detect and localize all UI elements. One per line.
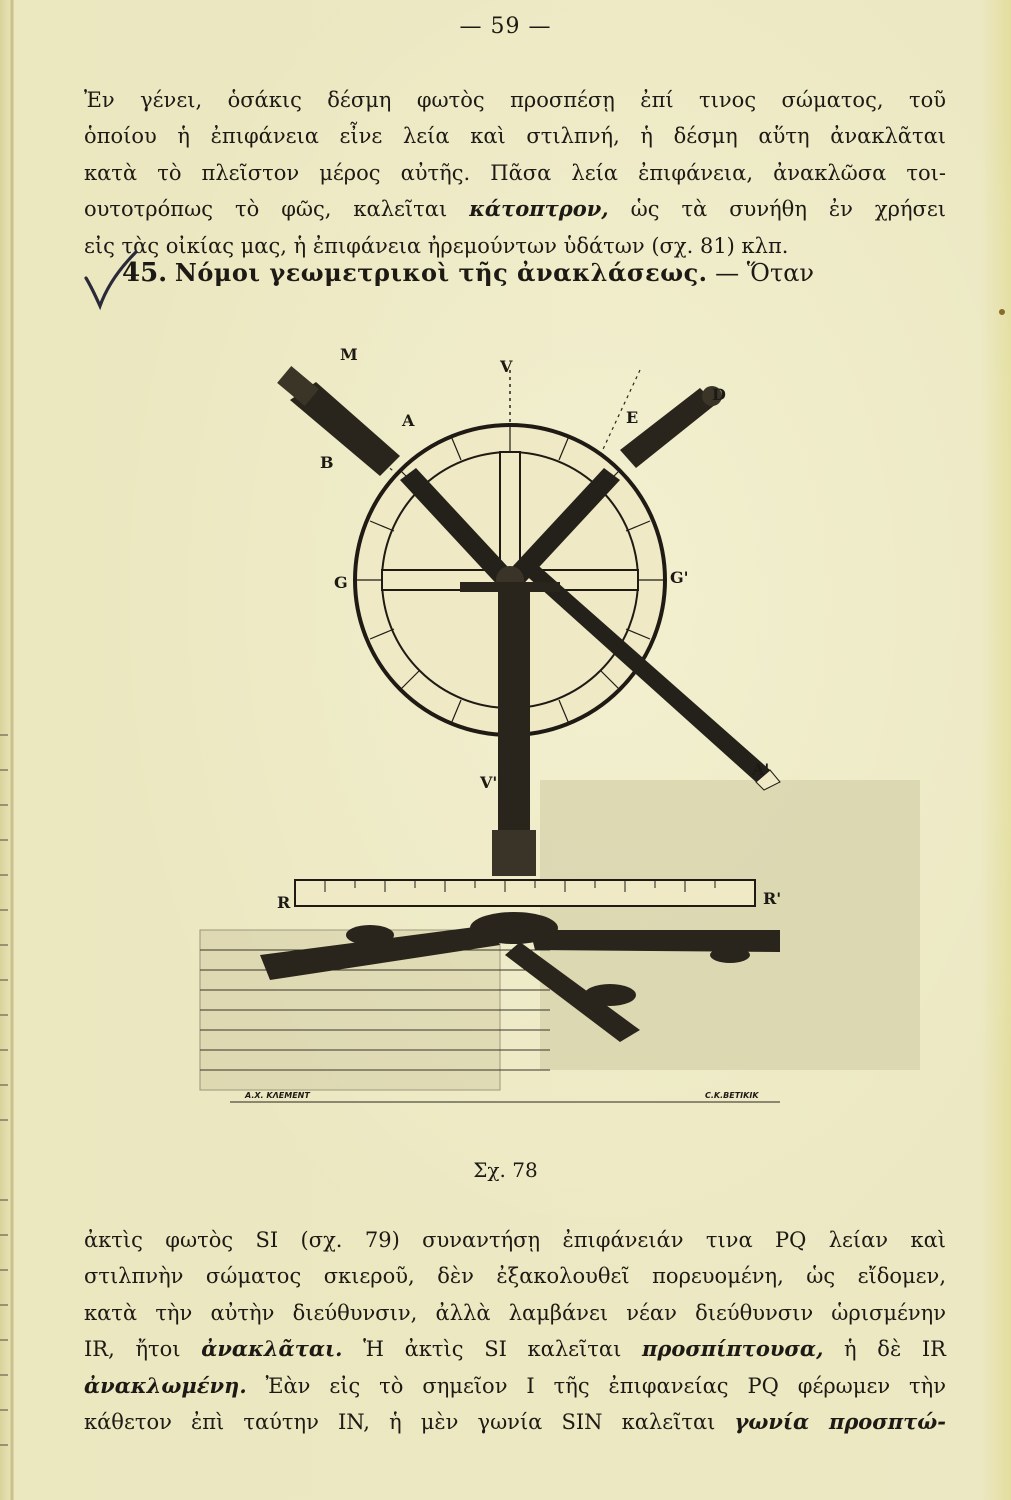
text-line: [84, 1368, 946, 1404]
label-e: E: [626, 408, 639, 427]
label-r: R: [277, 893, 291, 912]
label-b: B: [320, 453, 334, 472]
label-r-prime: R': [763, 889, 782, 908]
text-run: κάθετον ἐπὶ ταύτην IN, ἡ μὲν γωνία SIN καλεῖται: [84, 1410, 735, 1435]
paragraph-bottom: [84, 1222, 946, 1440]
label-g-prime: G': [670, 568, 689, 587]
text-line: κατὰ τὸ πλεῖστον μέρος αὐτῆς. Πᾶσα λεία ἐπιφάνεια, ἀνακλῶσα τοι-: [84, 160, 946, 185]
paragraph-top: [84, 82, 946, 264]
text-line: ἀκτὶς φωτὸς SI (σχ. 79) συναντήσῃ ἐπιφάνειάν τινα PQ λείαν καὶ: [84, 1228, 946, 1252]
engraver-signature-right: C.K.ΒΕΤΙΚΙΚ: [705, 1091, 759, 1100]
emphasis-term: γωνία προσπτώ-: [734, 1409, 946, 1435]
section-number: 45.: [122, 258, 168, 288]
text-line: εἰς τὰς οἰκίας μας, ἡ ἐπιφάνεια ἠρεμούντων ὑδάτων (σχ. 81) κλπ.: [84, 233, 789, 258]
text-line: [84, 1404, 946, 1440]
label-a: A: [402, 411, 415, 430]
figure-caption: Σχ. 78: [473, 1158, 538, 1182]
page-number: — 59 —: [459, 14, 552, 39]
section-title: Νόμοι γεωμετρικοὶ τῆς ἀνακλάσεως.: [174, 258, 708, 287]
section-continuation: — Ὅταν: [707, 259, 815, 287]
label-v-prime: V': [480, 773, 498, 792]
text-run: IR, ἤτοι: [84, 1337, 202, 1362]
label-m: M: [340, 345, 358, 364]
engraver-signature-left: A.X. ΚΛΕΜΕΝΤ: [245, 1091, 310, 1100]
text-run: Ἐὰν εἰς τὸ σημεῖον I τῆς ἐπιφανείας PQ φέρωμεν τὴν: [246, 1373, 946, 1398]
text-line: κατὰ τὴν αὐτὴν διεύθυνσιν, ἀλλὰ λαμβάνει νέαν διεύθυνσιν ὡρισμένην: [84, 1300, 946, 1325]
text-line: [84, 1331, 946, 1367]
text-run: Ἡ ἀκτὶς SI καλεῖται: [342, 1337, 642, 1362]
label-d: D: [712, 385, 726, 404]
emphasis-term: κάτοπτρον,: [469, 196, 609, 222]
emphasis-term: ἀνακλωμένη.: [84, 1372, 247, 1398]
text-line: [84, 191, 946, 227]
text-line: στιλπνὴν σώματος σκιεροῦ, δὲν ἐξακολουθεῖ πορευομένη, ὡς εἴδομεν,: [84, 1264, 946, 1289]
text-line: Ἐν γένει, ὁσάκις δέσμη φωτὸς προσπέσῃ ἐπί τινος σώματος, τοῦ: [84, 88, 946, 112]
emphasis-term: προσπίπτουσα,: [641, 1336, 824, 1362]
emphasis-term: ἀνακλᾶται.: [201, 1336, 343, 1362]
reflection-apparatus-figure: [80, 330, 940, 1130]
text-run: ουτοτρόπως τὸ φῶς, καλεῖται: [84, 197, 470, 222]
text-run: ὡς τὰ συνήθη ἐν χρήσει: [608, 197, 946, 222]
section-heading: [122, 258, 952, 288]
text-run: ἡ δὲ IR: [823, 1337, 946, 1362]
label-v: V: [500, 357, 513, 376]
text-line: ὁποίου ἡ ἐπιφάνεια εἶνε λεία καὶ στιλπνή, ἡ δέσμη αὕτη ἀνακλᾶται: [84, 124, 946, 149]
label-a-prime: A': [752, 760, 770, 779]
label-g: G: [334, 573, 348, 592]
